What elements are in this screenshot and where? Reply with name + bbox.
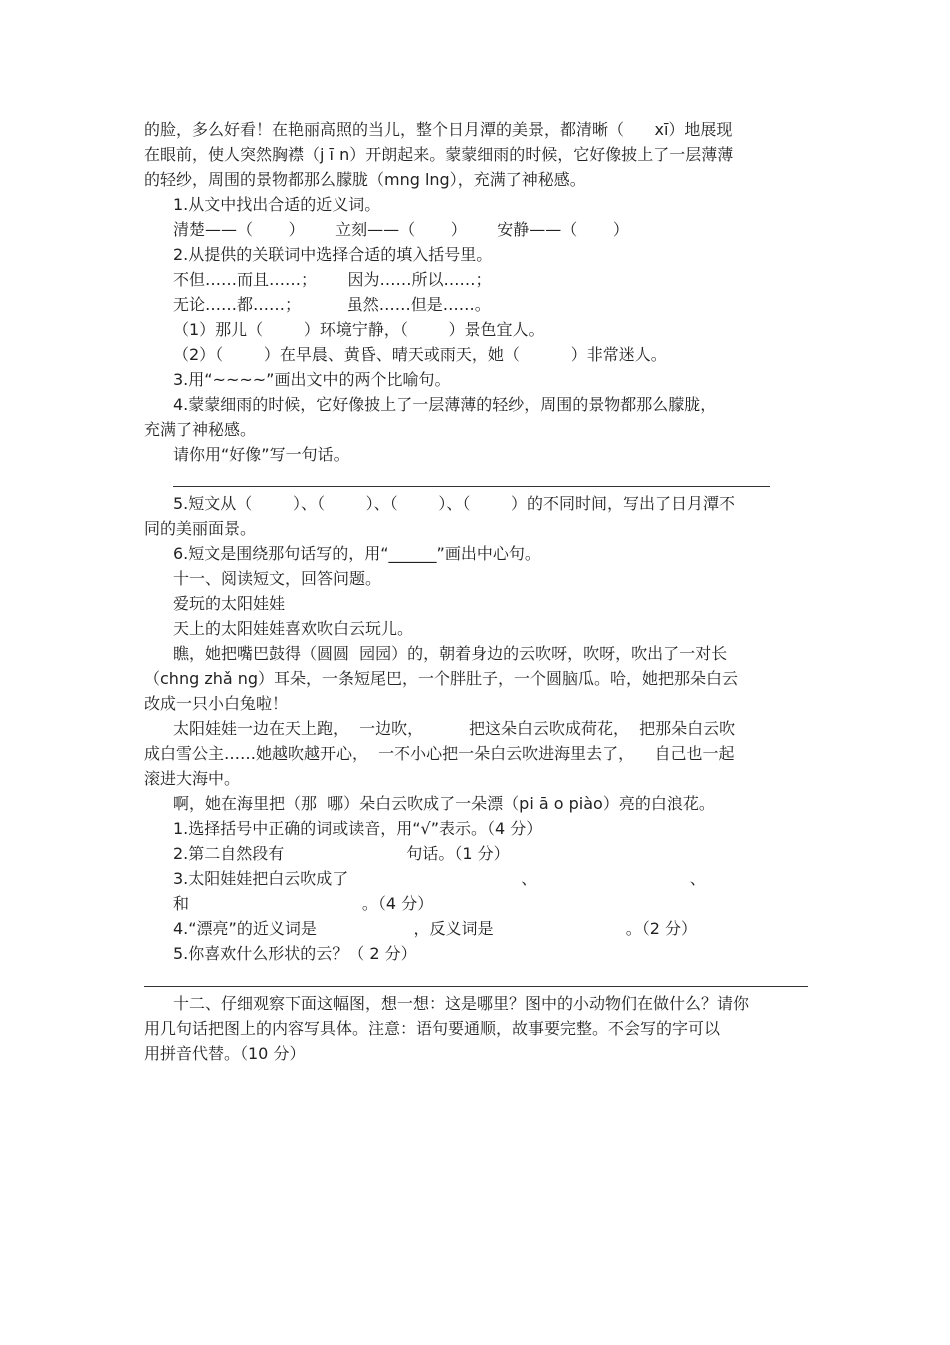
answer-line-1 (173, 486, 770, 487)
synonym-blanks: 清楚——（ ） 立刻——（ ） 安静——（ ） (173, 220, 629, 239)
question-6: 6.短文是围绕那句话写的，用“______”画出中心句。 (173, 544, 541, 563)
story-para-2-line-1: 瞧，她把嘴巴鼓得（圆圆 园园）的，朝着身边的云吹呀，吹呀，吹出了一对长 (173, 644, 728, 663)
conjunction-options-2: 无论……都……； 虽然……但是……。 (173, 295, 491, 314)
reading-q-1: 1.选择括号中正确的词或读音，用“√”表示。（4 分） (173, 819, 543, 838)
question-5: 5.短文从（ ）、（ ）、（ ）、（ ）的不同时间，写出了日月潭不 (173, 494, 736, 513)
story-para-2-line-3: 改成一只小白兔啦！ (144, 694, 289, 713)
reading-q-4: 4.“漂亮”的近义词是 ，反义词是 。（2 分） (173, 919, 697, 938)
question-4-prompt: 请你用“好像”写一句话。 (173, 445, 350, 464)
conjunction-options-1: 不但……而且……； 因为……所以……； (173, 270, 492, 289)
reading-q-3-cont: 和 。（4 分） (173, 894, 434, 913)
answer-line-2 (144, 986, 808, 987)
story-para-4: 啊，她在海里把（那 哪）朵白云吹成了一朵漂（pi ā o piào）亮的白浪花。 (173, 794, 715, 813)
question-1: 1.从文中找出合适的近义词。 (173, 195, 381, 214)
question-4-cont: 充满了神秘感。 (144, 420, 257, 439)
passage-line-1: 的脸，多么好看！在艳丽高照的当儿，整个日月潭的美景，都清晰（ xī）地展现 (144, 120, 733, 139)
story-para-3-line-3: 滚进大海中。 (144, 769, 241, 788)
question-3: 3.用“~~~~”画出文中的两个比喻句。 (173, 370, 451, 389)
passage-line-2: 在眼前，使人突然胸襟（j ī n）开朗起来。蒙蒙细雨的时候，它好像披上了一层薄薄 (144, 145, 734, 164)
passage-line-3: 的轻纱，周围的景物都那么朦胧（mng lng），充满了神秘感。 (144, 170, 586, 189)
section-11-heading: 十一、阅读短文，回答问题。 (173, 569, 382, 588)
question-2: 2.从提供的关联词中选择合适的填入括号里。 (173, 245, 493, 264)
question-5-cont: 同的美丽面景。 (144, 519, 257, 538)
section-12-line-1: 十二、仔细观察下面这幅图，想一想：这是哪里？图中的小动物们在做什么？请你 (173, 994, 750, 1013)
story-para-1: 天上的太阳娃娃喜欢吹白云玩儿。 (173, 619, 414, 638)
reading-q-5: 5.你喜欢什么形状的云？（ 2 分） (173, 944, 417, 963)
question-4: 4.蒙蒙细雨的时候，它好像披上了一层薄薄的轻纱，周围的景物都那么朦胧， (173, 395, 717, 414)
reading-q-3: 3.太阳娃娃把白云吹成了 、 、 (173, 869, 706, 888)
section-12-line-3: 用拼音代替。（10 分） (144, 1044, 306, 1063)
reading-q-2: 2.第二自然段有 句话。（1 分） (173, 844, 510, 863)
fill-sentence-1: （1）那儿（ ）环境宁静，（ ）景色宜人。 (173, 320, 545, 339)
section-12-line-2: 用几句话把图上的内容写具体。注意：语句要通顺，故事要完整。不会写的字可以 (144, 1019, 721, 1038)
story-para-3-line-1: 太阳娃娃一边在天上跑， 一边吹， 把这朵白云吹成荷花， 把那朵白云吹 (173, 719, 736, 738)
story-para-3-line-2: 成白雪公主……她越吹越开心， 一不小心把一朵白云吹进海里去了， 自己也一起 (144, 744, 735, 763)
story-title: 爱玩的太阳娃娃 (173, 594, 286, 613)
fill-sentence-2: （2）（ ）在早晨、黄昏、晴天或雨天，她（ ）非常迷人。 (173, 345, 667, 364)
story-para-2-line-2: （chng zhǎ ng）耳朵，一条短尾巴，一个胖肚子，一个圆脑瓜。哈，她把那朵白云 (144, 669, 739, 688)
